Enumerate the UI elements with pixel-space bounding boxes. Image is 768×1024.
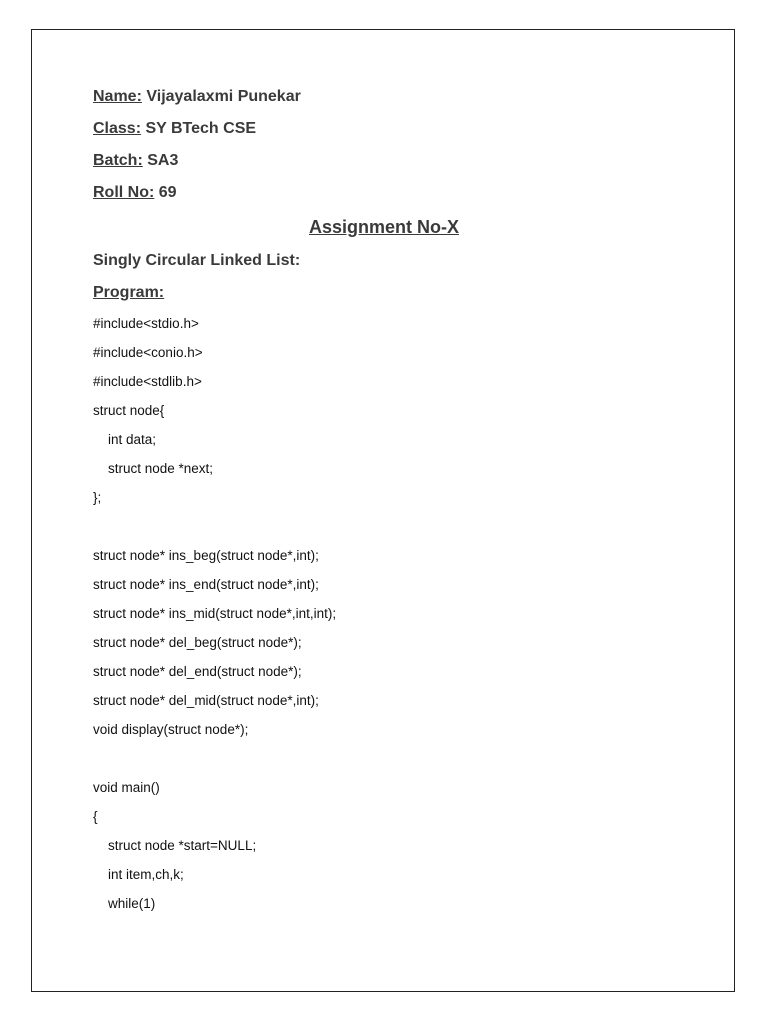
code-line: int data; [93, 432, 157, 447]
code-line [93, 516, 336, 545]
program-label: Program: [93, 284, 165, 301]
code-line: struct node* ins_end(struct node*,int); [93, 577, 319, 592]
class-value: SY BTech CSE [145, 120, 257, 137]
roll-line [93, 184, 177, 202]
code-line: struct node{ [93, 403, 165, 418]
name-value: Vijayalaxmi Punekar [146, 88, 301, 105]
code-line: #include<stdlib.h> [93, 374, 202, 389]
roll-label: Roll No: [93, 184, 155, 201]
code-block [93, 313, 336, 922]
code-line: #include<stdio.h> [93, 316, 199, 331]
code-line: #include<conio.h> [93, 345, 203, 360]
roll-value: 69 [158, 184, 177, 201]
code-line: struct node* ins_mid(struct node*,int,int); [93, 606, 337, 621]
code-line: struct node* del_beg(struct node*); [93, 635, 302, 650]
code-line: struct node* ins_beg(struct node*,int); [93, 548, 319, 563]
batch-line [93, 152, 178, 170]
name-line [93, 88, 301, 106]
code-line: void display(struct node*); [93, 722, 249, 737]
code-line: struct node* del_mid(struct node*,int); [93, 693, 319, 708]
class-label: Class: [93, 120, 142, 137]
batch-value: SA3 [147, 152, 179, 169]
batch-label: Batch: [93, 152, 143, 169]
code-line: struct node *start=NULL; [93, 838, 257, 853]
code-line [93, 748, 336, 777]
code-line: struct node* del_end(struct node*); [93, 664, 302, 679]
code-line: int item,ch,k; [93, 867, 184, 882]
code-line: void main() [93, 780, 160, 795]
code-line: while(1) [93, 896, 156, 911]
assignment-title: Assignment No-X [308, 217, 459, 237]
code-line: struct node *next; [93, 461, 214, 476]
code-line: }; [93, 490, 102, 505]
name-label: Name: [93, 88, 142, 105]
code-line: { [93, 809, 98, 824]
topic-subtitle: Singly Circular Linked List: [93, 252, 301, 269]
class-line [93, 120, 256, 138]
